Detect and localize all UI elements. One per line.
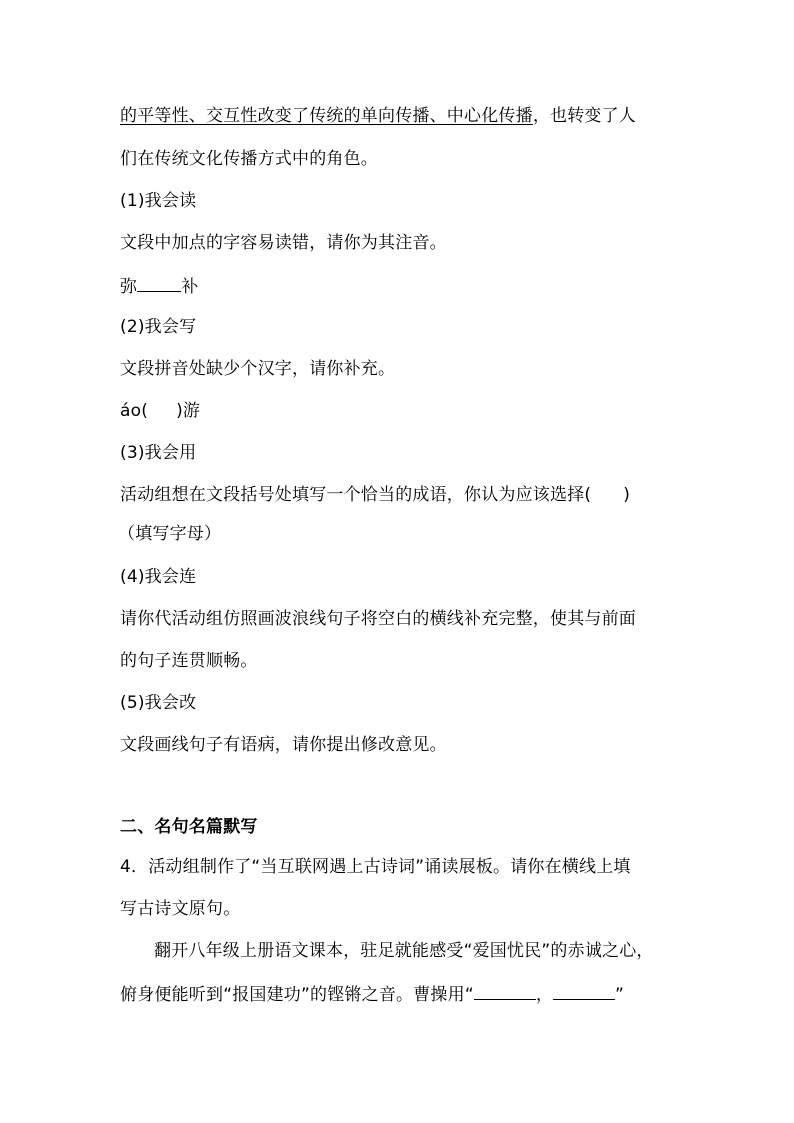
q3-instruction-close: ) — [623, 485, 631, 505]
question-4-line-1: 4．活动组制作了“当互联网遇上古诗词”诵读展板。请你在横线上填 — [120, 857, 631, 877]
poem-separator: ， — [535, 985, 554, 1005]
poem-close-quote: ” — [615, 985, 625, 1005]
section-heading: 二、名句名篇默写 — [120, 817, 258, 837]
underlined-sentence: 的平等性、交互性改变了传统的单向传播、中心化传播 — [120, 106, 533, 126]
q1-answer-blank[interactable] — [137, 273, 181, 292]
q4-instruction-line-1: 请你代活动组仿照画波浪线句子将空白的横线补充完整，使其与前面 — [120, 609, 636, 629]
passage-2-line-2-text: 俯身便能听到“报国建功”的铿锵之音。曹操用“ — [120, 985, 474, 1005]
q2-item-prefix: áo( — [120, 401, 149, 421]
q3-title: (3)我会用 — [120, 443, 197, 463]
q4-instruction-line-2: 的句子连贯顺畅。 — [120, 651, 258, 671]
question-4-line-2: 写古诗文原句。 — [120, 899, 241, 919]
q2-item — [120, 399, 200, 423]
poem-blank-2[interactable] — [553, 981, 615, 1000]
passage-2-line-1: 翻开八年级上册语文课本，驻足就能感受“爱国忧民”的赤诚之心， — [154, 941, 654, 961]
q5-title: (5)我会改 — [120, 693, 197, 713]
q2-item-suffix: )游 — [176, 401, 201, 421]
q1-title: (1)我会读 — [120, 191, 197, 211]
q1-char-1: 弥 — [120, 277, 138, 297]
q1-instruction: 文段中加点的字容易读错，请你为其注音。 — [120, 233, 447, 253]
passage-2-line-2 — [120, 981, 624, 1007]
q3-note: （填写字母） — [118, 524, 222, 544]
q3-instruction-text: 活动组想在文段括号处填写一个恰当的成语，你认为应该选择( — [120, 485, 592, 505]
q1-item — [120, 273, 198, 299]
q2-instruction: 文段拼音处缺少个汉字，请你补充。 — [120, 359, 396, 379]
passage-line-1-rest: ，也转变了人 — [532, 106, 637, 126]
q4-title: (4)我会连 — [120, 567, 197, 587]
passage-line-2: 们在传统文化传播方式中的角色。 — [120, 149, 378, 169]
poem-blank-1[interactable] — [474, 981, 536, 1000]
q1-char-2: 补 — [181, 277, 199, 297]
q2-title: (2)我会写 — [120, 317, 197, 337]
passage-line-1 — [120, 104, 636, 128]
q5-instruction: 文段画线句子有语病，请你提出修改意见。 — [120, 735, 447, 755]
q3-instruction — [120, 483, 630, 507]
